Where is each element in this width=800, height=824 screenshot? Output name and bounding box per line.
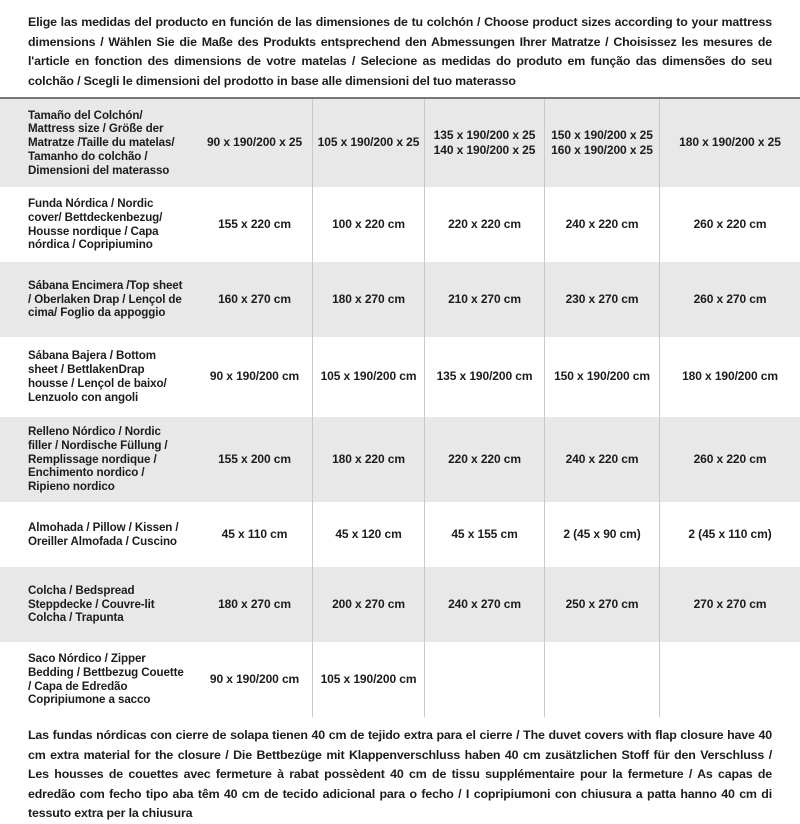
size-column-header-line: 135 x 190/200 x 25: [433, 127, 536, 142]
product-label: Sábana Encimera /Top sheet / Oberlaken Drap / Lençol de cima/ Foglio da appoggio: [28, 278, 183, 320]
table-header-row: [0, 99, 800, 187]
size-column-header-line: 180 x 190/200 x 25: [679, 135, 781, 150]
size-value: 2 (45 x 110 cm): [659, 502, 800, 567]
size-value: 240 x 270 cm: [424, 567, 544, 642]
size-value: 200 x 270 cm: [312, 567, 424, 642]
size-value: 270 x 270 cm: [659, 567, 800, 642]
product-row-zipper-bedding: [0, 642, 800, 717]
size-value: 150 x 190/200 cm: [544, 337, 659, 417]
size-column-header: [312, 99, 424, 187]
size-value: 135 x 190/200 cm: [424, 337, 544, 417]
size-value: 155 x 200 cm: [218, 451, 291, 466]
product-label: Colcha / Bedspread Steppdecke / Couvre-lit Colcha / Trapunta: [28, 583, 155, 625]
size-value: 45 x 110 cm: [221, 526, 288, 541]
size-value: 45 x 120 cm: [312, 502, 424, 567]
size-value: 210 x 270 cm: [424, 262, 544, 337]
size-value: 180 x 220 cm: [312, 417, 424, 502]
size-value: 260 x 270 cm: [659, 262, 800, 337]
size-value: 260 x 220 cm: [659, 187, 800, 262]
size-value: 180 x 270 cm: [312, 262, 424, 337]
size-value: 155 x 220 cm: [218, 216, 291, 231]
size-value: 160 x 270 cm: [218, 291, 291, 306]
product-row-top-sheet: [0, 262, 800, 337]
product-label: Saco Nórdico / Zipper Bedding / Bettbezug Couette / Capa de Edredão Copripiumone a sacco: [28, 651, 184, 707]
product-row-nordic-filler: [0, 417, 800, 502]
size-value: 100 x 220 cm: [312, 187, 424, 262]
size-value: 220 x 220 cm: [424, 417, 544, 502]
size-column-header: [544, 99, 659, 187]
size-value: 240 x 220 cm: [544, 417, 659, 502]
size-value: [424, 642, 544, 717]
size-value: 220 x 220 cm: [424, 187, 544, 262]
size-value: [544, 642, 659, 717]
product-row-pillow: [0, 502, 800, 567]
size-value: 240 x 220 cm: [544, 187, 659, 262]
product-row-bedspread: [0, 567, 800, 642]
product-label: Funda Nórdica / Nordic cover/ Bettdeckenbezug/ Housse nordique / Capa nórdica / Copripiumino: [28, 196, 163, 252]
size-column-header: [424, 99, 544, 187]
size-value: 105 x 190/200 cm: [312, 642, 424, 717]
size-value: 260 x 220 cm: [659, 417, 800, 502]
size-column-header-line: 105 x 190/200 x 25: [317, 135, 420, 150]
mattress-size-label: Tamaño del Colchón/ Mattress size / Größe der Matratze /Taille du matelas/ Tamanho do colchão / Dimensioni del materasso: [28, 108, 175, 177]
product-row-nordic-cover: [0, 187, 800, 262]
product-row-bottom-sheet: [0, 337, 800, 417]
size-value: 180 x 190/200 cm: [659, 337, 800, 417]
size-value: 45 x 155 cm: [424, 502, 544, 567]
size-value: 90 x 190/200 cm: [209, 369, 300, 384]
size-column-header-line: 90 x 190/200 x 25: [206, 135, 303, 150]
size-value: [659, 642, 800, 717]
size-value: 2 (45 x 90 cm): [544, 502, 659, 567]
size-column-header: [197, 99, 312, 187]
size-value: 250 x 270 cm: [544, 567, 659, 642]
size-column-header-line: 160 x 190/200 x 25: [551, 143, 653, 157]
size-column-header-line: 150 x 190/200 x 25: [551, 127, 653, 142]
product-size-table: [0, 97, 800, 717]
size-value: 230 x 270 cm: [544, 262, 659, 337]
product-label: Sábana Bajera / Bottom sheet / BettlakenDrap housse / Lençol de baixo/ Lenzuolo con angoli: [28, 349, 167, 404]
size-value: 105 x 190/200 cm: [312, 337, 424, 417]
intro-text: Elige las medidas del producto en función de las dimensiones de tu colchón / Choose product sizes according to your mattress dimensions / Wählen Sie die Maße des Produkts entsprechend den Abmessungen Ihrer Matratze / Choisissez les mesures de l'article en fonction des dimensions de votre matelas / Selecione as medidas do produto em função das dimensões do seu colchão / Scegli le dimensioni del prodotto in base alle dimensioni del tuo materasso: [28, 15, 772, 88]
footnote-text: Las fundas nórdicas con cierre de solapa tienen 40 cm de tejido extra para el cierre / The duvet covers with flap closure have 40 cm extra material for the closure / Die Bettbezüge mit Klappenverschluss haben 40 cm zusätzlichen Stoff für den Verschluss / Les housses de couettes avec fermeture à rabat possèdent 40 cm de tissu supplémentaire pour la fermeture / As capas de edredão com fecho tipo aba têm 40 cm de tecido adicional para o fecho / I copripiumoni con chiusura a patta hanno 40 cm di tessuto extra per la chiusura: [28, 728, 772, 820]
size-value: 180 x 270 cm: [218, 596, 291, 611]
product-label: Relleno Nórdico / Nordic filler / Nordische Füllung / Remplissage nordique / Enchimento nordico / Ripieno nordico: [28, 425, 168, 494]
size-column-header: [659, 99, 800, 187]
size-column-header-line: 140 x 190/200 x 25: [433, 143, 536, 157]
size-value: 90 x 190/200 cm: [209, 671, 300, 686]
product-label: Almohada / Pillow / Kissen / Oreiller Almofada / Cuscino: [28, 520, 179, 548]
